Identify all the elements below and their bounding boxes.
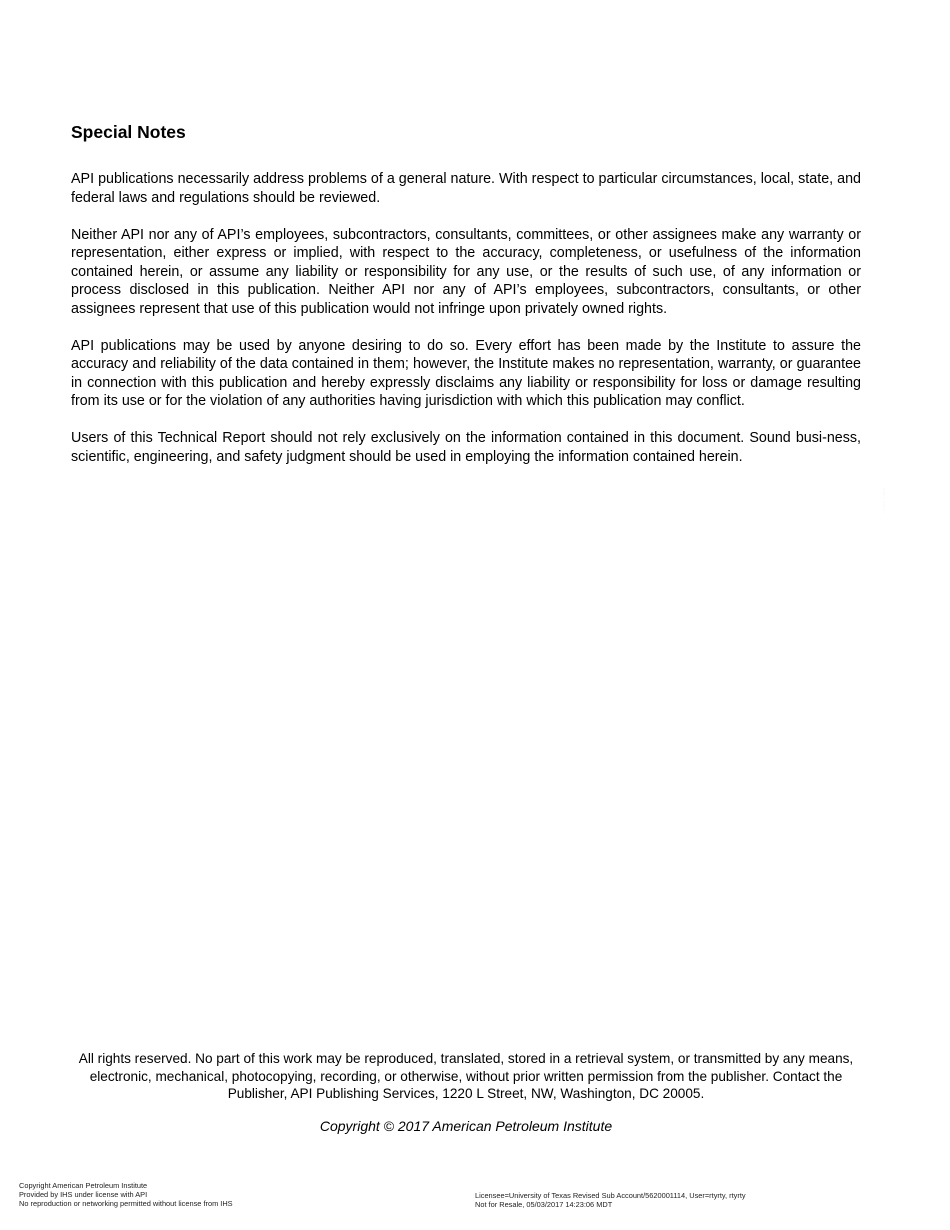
copyright-line: Copyright © 2017 American Petroleum Institute [319,1118,613,1134]
footer-left-line: No reproduction or networking permitted without license from IHS [19,1199,233,1209]
footer-license-left [19,1181,233,1209]
paragraph-usage-disclaimer: API publications may be used by anyone desiring to do so. Every effort has been made by the Institute to assure the accuracy and reliability of the data contained in them; however, the Institute makes no representation, warranty, or guarantee in connection with this publication and hereby expressly disclaims any liability or responsibility for loss or damage resulting from its use or for the violation of any authorities having jurisdiction with which this publication may conflict. [71,337,861,409]
footer-license-right [475,1191,746,1209]
special-notes-body [71,170,861,485]
paragraph-general-nature: API publications necessarily address problems of a general nature. With respect to particular circumstances, local, state, and federal laws and regulations should be reviewed. [71,171,861,206]
paragraph-judgment: Users of this Technical Report should not rely exclusively on the information contained in this document. Sound busi-ness, scientific, engineering, and safety judgment should be used in employing the information contained herein. [71,430,861,465]
footer-right-line: Not for Resale, 05/03/2017 14:23:06 MDT [475,1200,613,1210]
footer-left-line: Copyright American Petroleum Institute [19,1181,148,1190]
footer-right-line: Licensee=University of Texas Revised Sub Account/5620001114, User=rtyrty, rtyrty [475,1191,746,1200]
paragraph-no-warranty: Neither API nor any of API’s employees, subcontractors, consultants, committees, or other assignees make any warranty or representation, either express or implied, with respect to the accuracy, completeness, or usefulness of the information contained herein, or assume any liability or responsibility for any use, or the results of such use, of any information or process disclosed in this publication. Neither API nor any of API’s employees, subcontractors, consultants, or other assignees represent that use of this publication would not infringe upon privately owned rights. [71,226,861,317]
page-title: Special Notes [71,122,186,142]
rights-notice: All rights reserved. No part of this work may be reproduced, translated, stored in a retrieval system, or transmitted by any means, electronic, mechanical, photocopying, recording, or otherwise, without prior written permission from the publisher. Contact the Publisher, API Publishing Services, 1220 L Street, NW, Washington, DC 20005. [78,1051,854,1101]
watermark-stamp-text: ,,,,,,`,,,,,,,``,`,`,,`,,,`,,,,,,,`,,`,,`-` [883,488,885,514]
watermark-stamp [883,488,885,628]
footer-left-line: Provided by IHS under license with API [19,1190,148,1200]
